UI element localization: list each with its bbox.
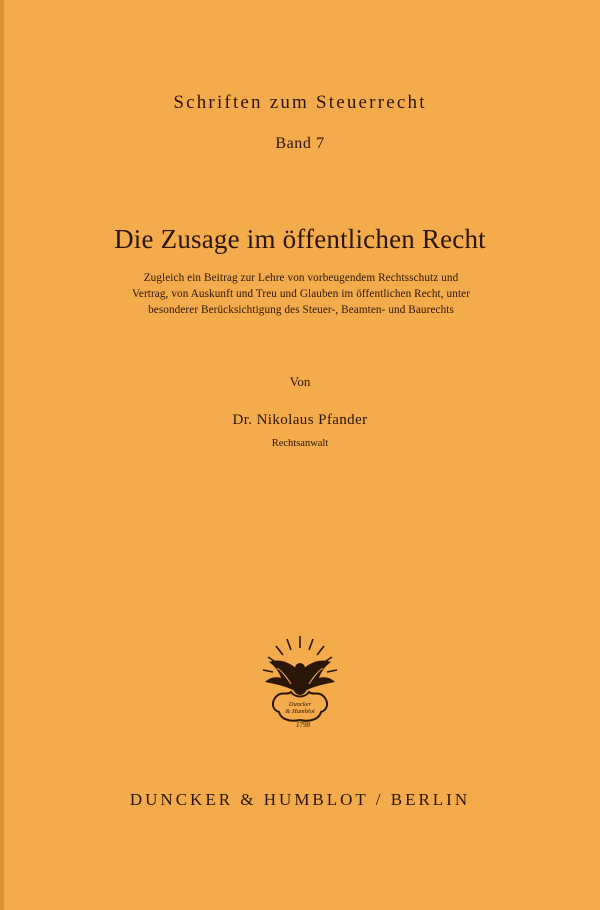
series-title: Schriften zum Steuerrecht xyxy=(173,92,427,113)
publisher-phoenix-logo-icon xyxy=(257,632,343,734)
logo-text: Duncker xyxy=(288,701,312,708)
logo-year: 1798 xyxy=(296,721,310,729)
author-name: Dr. Nikolaus Pfander xyxy=(232,412,368,428)
by-label: Von xyxy=(289,374,311,389)
logo-text: & Humblot xyxy=(285,708,315,715)
author-role: Rechtsanwalt xyxy=(271,438,329,449)
subtitle-line: Zugleich ein Beitrag zur Lehre von vorbeugendem Rechtsschutz und xyxy=(143,272,459,284)
subtitle-line: Vertrag, von Auskunft und Treu und Glauben im öffentlichen Recht, unter xyxy=(131,288,471,300)
subtitle-line: besonderer Berücksichtigung des Steuer-, Beamten- und Baurechts xyxy=(148,304,454,316)
volume-number: Band 7 xyxy=(275,135,325,152)
publisher-imprint: DUNCKER & HUMBLOT / BERLIN xyxy=(129,790,471,809)
book-title: Die Zusage im öffentlichen Recht xyxy=(114,224,486,254)
book-subtitle xyxy=(118,270,484,318)
